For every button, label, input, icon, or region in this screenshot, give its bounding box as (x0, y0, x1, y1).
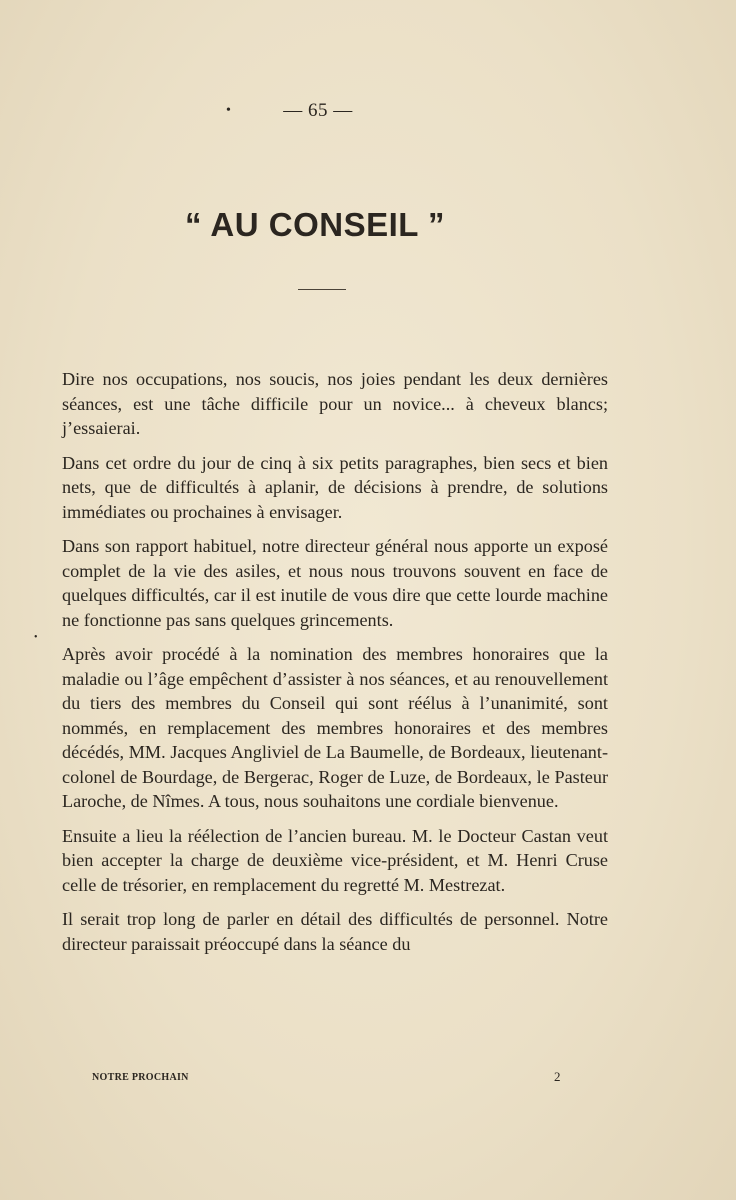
paragraph: Il serait trop long de parler en détail des difficultés de personnel. Notre directeur paraissait préoccupé dans la séance du (62, 909, 608, 954)
paragraph: Ensuite a lieu la réélection de l’ancien bureau. M. le Docteur Castan veut bien accepter la charge de deuxième vice-président, et M. Henri Cruse celle de trésorier, en remplacement du regretté M. Mestrezat. (62, 825, 608, 895)
paragraph: Après avoir procédé à la nomination des membres honoraires que la maladie ou l’âge empêchent d’assister à nos séances, et au renouvellement du tiers des membres du Conseil qui sont réélus à l’unanimité, sont nommés, en remplacement des membres honoraires et des membres décédés, MM. Jacques Angliviel de La Baumelle, de Bordeaux, lieutenant-colonel de Bourdage, de Bergerac, Roger de Luze, de Bordeaux, le Pasteur Laroche, de Nîmes. A tous, nous souhaitons une cordiale bienvenue. (62, 644, 608, 811)
footer-sheet-number: 2 (554, 1069, 561, 1084)
article-title: “ AU CONSEIL ” (184, 206, 446, 243)
paragraph: Dans son rapport habituel, notre directeur général nous apporte un exposé complet de la vie des asiles, et nous nous trouvons souvent en face de quelques difficultés, car il est inutile de vous dire que cette lourde machine ne fonctionne pas sans quelques grincements. (62, 536, 608, 630)
page-number: — 65 — (283, 100, 353, 121)
article-body (62, 367, 608, 966)
header-dot: • (226, 103, 231, 118)
footer-signature: NOTRE PROCHAIN (92, 1072, 189, 1083)
paragraph: Dans cet ordre du jour de cinq à six petits paragraphes, bien secs et bien nets, que de difficultés à aplanir, de décisions à prendre, de solutions immédiates ou prochaines à envisager. (62, 452, 608, 522)
title-divider (298, 289, 346, 290)
margin-mark: • (34, 632, 38, 643)
paragraph: Dire nos occupations, nos soucis, nos joies pendant les deux dernières séances, est une tâche difficile pour un novice... à cheveux blancs; j’essaierai. (62, 369, 608, 438)
